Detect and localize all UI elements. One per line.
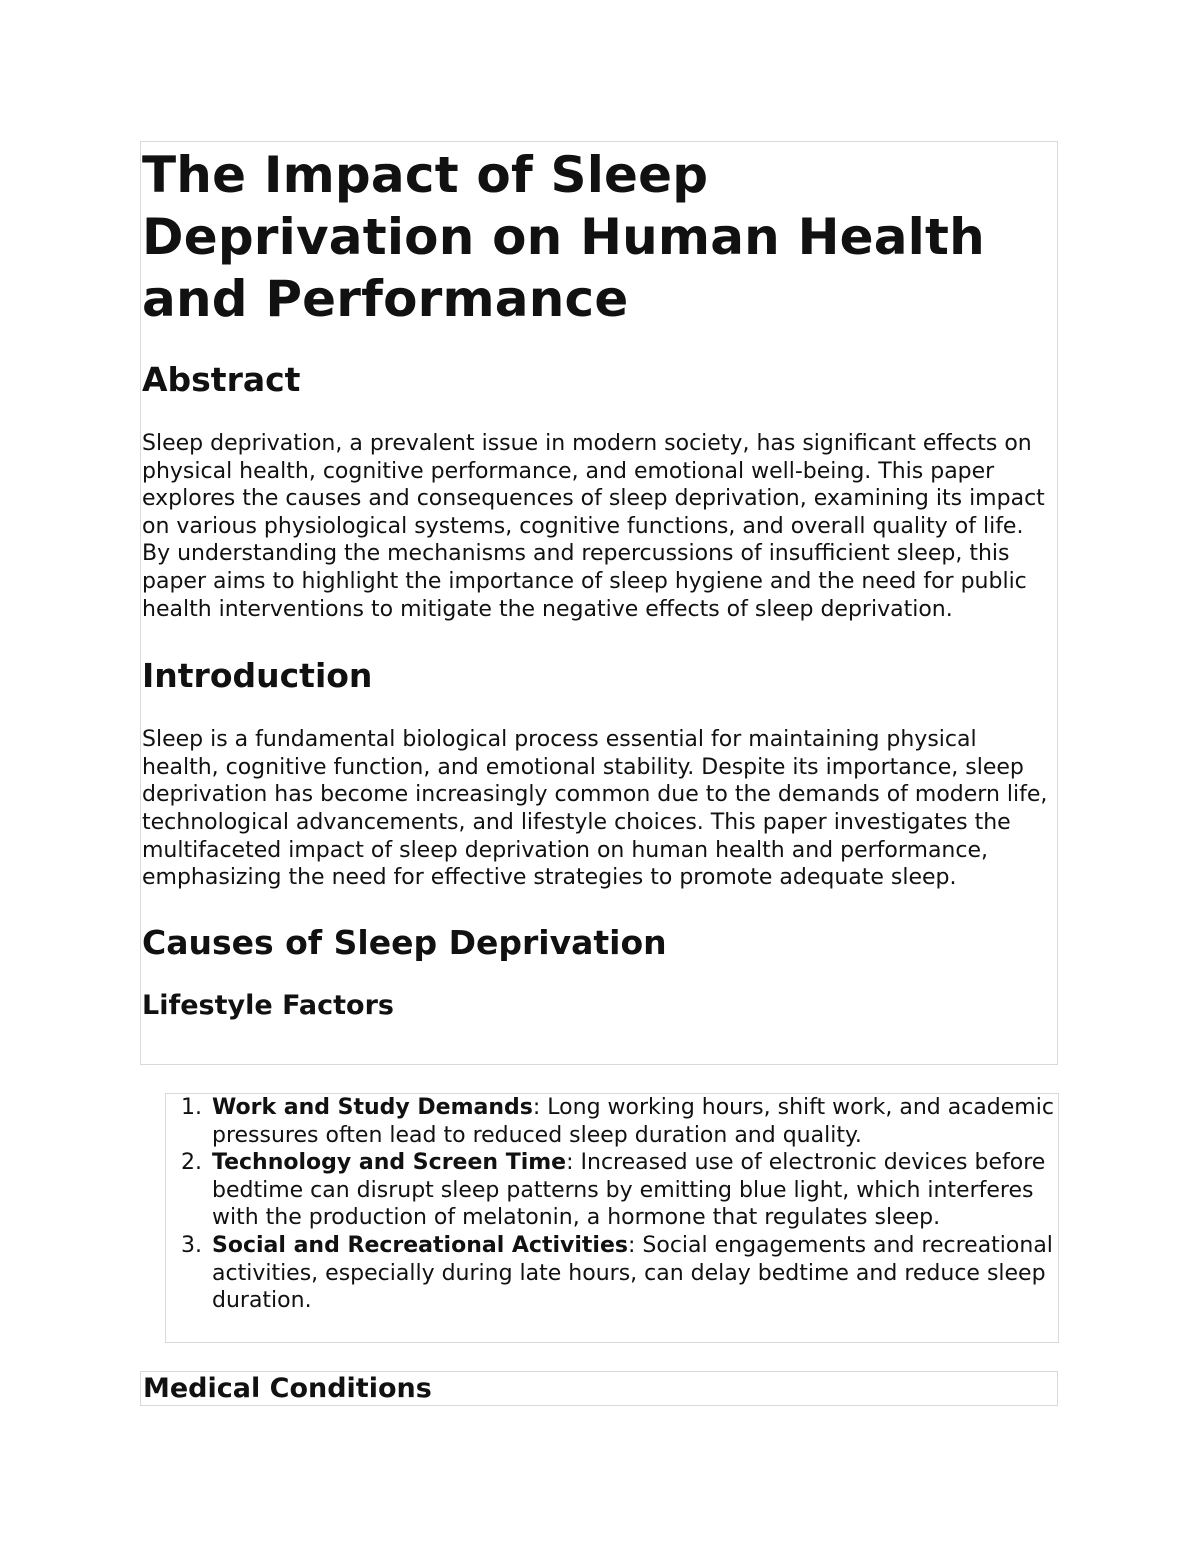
introduction-paragraph: Sleep is a fundamental biological process essential for maintaining physical health, cognitive function, and emotional stability. Despite its importance, sleep deprivation has become increasingly common due to the demands of modern life, technological advancements, and lifestyle choices. This paper investigates the multifaceted impact of sleep deprivation on human health and performance, emphasizing the need for effective strategies to promote adequate sleep. — [142, 727, 1048, 891]
list-item — [166, 1094, 1058, 1149]
lifestyle-factors-list-block — [165, 1093, 1059, 1343]
introduction-heading: Introduction — [142, 656, 373, 696]
list-item-title: Work and Study Demands — [212, 1095, 533, 1120]
list-item-number: 3. — [181, 1232, 202, 1258]
list-item — [166, 1149, 1058, 1232]
list-item-number: 2. — [181, 1150, 202, 1176]
lifestyle-factors-heading: Lifestyle Factors — [142, 989, 394, 1021]
list-item-number: 1. — [181, 1095, 202, 1120]
list-item — [166, 1232, 1058, 1315]
abstract-heading: Abstract — [142, 360, 301, 399]
list-item-text: : Social engagements and recreational activities, especially during late hours, can delay bedtime and reduce sleep duration. — [212, 1232, 1053, 1314]
list-item-title: Social and Recreational Activities — [212, 1232, 628, 1258]
medical-conditions-heading: Medical Conditions — [143, 1373, 432, 1404]
list-item-text: : Long working hours, shift work, and academic pressures often lead to reduced sleep duration and quality. — [212, 1095, 1054, 1148]
document-title: The Impact of Sleep Deprivation on Human Health and Performance — [142, 146, 985, 328]
causes-heading: Causes of Sleep Deprivation — [142, 922, 667, 962]
list-item-text: : Increased use of electronic devices before bedtime can disrupt sleep patterns by emitting blue light, which interferes with the production of melatonin, a hormone that regulates sleep. — [212, 1150, 1046, 1231]
medical-conditions-block — [140, 1371, 1058, 1406]
list-item-title: Technology and Screen Time — [212, 1150, 567, 1176]
main-content-block — [140, 141, 1058, 1065]
abstract-paragraph: Sleep deprivation, a prevalent issue in modern society, has significant effects on physical health, cognitive performance, and emotional well-being. This paper explores the causes and consequences of sleep deprivation, examining its impact on various physiological systems, cognitive functions, and overall quality of life. By understanding the mechanisms and repercussions of insufficient sleep, this paper aims to highlight the importance of sleep hygiene and the need for public health interventions to mitigate the negative effects of sleep deprivation. — [142, 431, 1045, 622]
lifestyle-factors-list — [166, 1094, 1058, 1315]
